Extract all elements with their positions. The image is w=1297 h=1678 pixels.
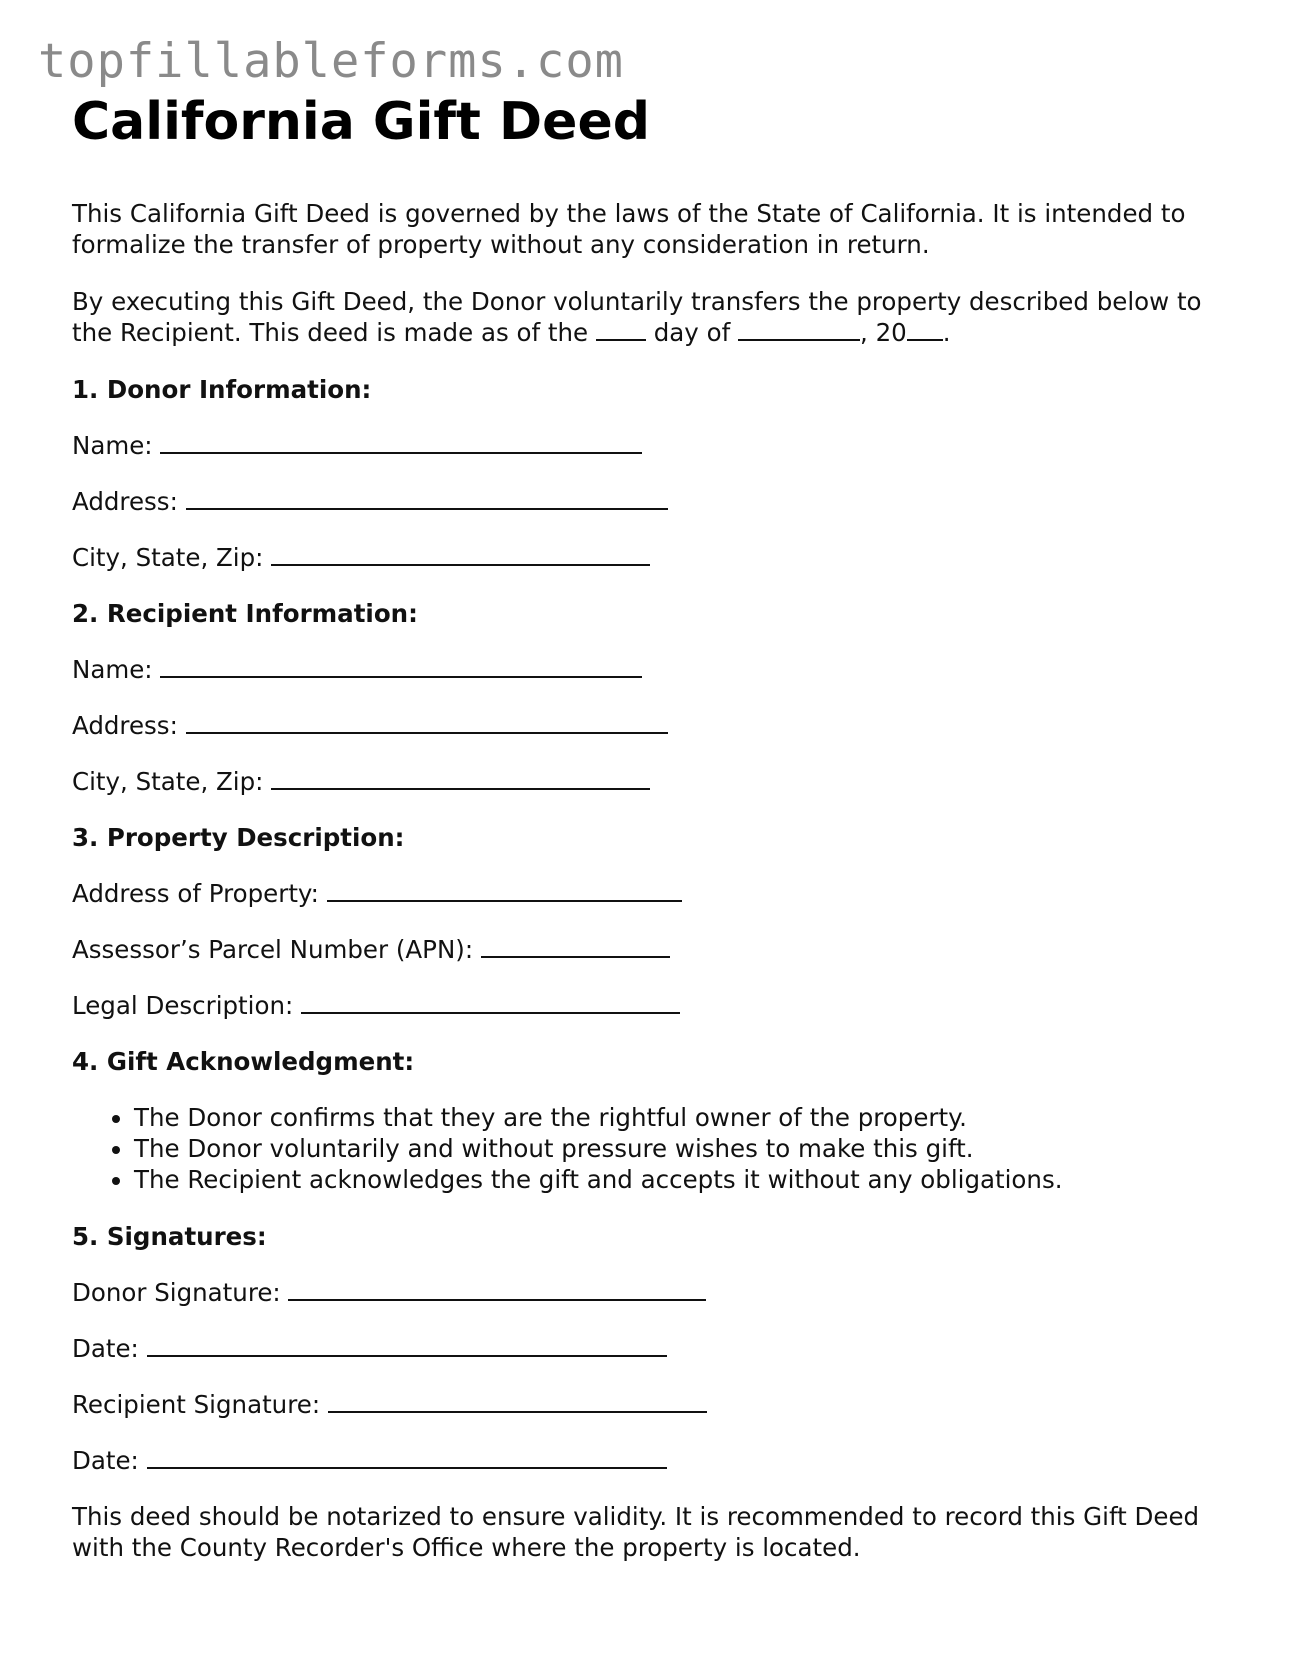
donor-signature-row	[72, 1277, 1232, 1308]
recipient-city-field[interactable]	[271, 766, 650, 790]
property-address-row	[72, 878, 1232, 909]
donor-section-heading: 1. Donor Information:	[72, 375, 372, 404]
donor-name-label: Name:	[72, 431, 153, 460]
donor-date-row	[72, 1333, 1232, 1364]
recipient-address-row	[72, 710, 1232, 741]
property-legal-label: Legal Description:	[72, 991, 294, 1020]
property-apn-field[interactable]	[481, 934, 670, 958]
donor-date-field[interactable]	[147, 1333, 667, 1357]
execution-day-of: day of	[653, 318, 731, 347]
recipient-name-row	[72, 654, 1232, 685]
property-legal-row	[72, 990, 1232, 1021]
document-title: California Gift Deed	[72, 92, 650, 152]
recipient-city-row	[72, 766, 1232, 797]
recipient-signature-row	[72, 1389, 1232, 1420]
recipient-name-label: Name:	[72, 655, 153, 684]
property-apn-label: Assessor’s Parcel Number (APN):	[72, 935, 474, 964]
recipient-date-field[interactable]	[147, 1445, 667, 1469]
closing-paragraph: This deed should be notarized to ensure validity. It is recommended to record this Gift Deed with the County Recorder's Office where the property is located.	[72, 1502, 1200, 1562]
donor-address-field[interactable]	[186, 486, 668, 510]
recipient-section-heading: 2. Recipient Information:	[72, 599, 418, 628]
execution-end: .	[942, 318, 951, 347]
recipient-date-label: Date:	[72, 1446, 139, 1475]
donor-signature-field[interactable]	[288, 1277, 706, 1301]
watermark: topfillableforms.com	[38, 34, 624, 89]
list-item: • The Donor confirms that they are the rightful owner of the property.	[134, 1102, 1232, 1133]
recipient-date-row	[72, 1445, 1232, 1476]
donor-city-field[interactable]	[271, 542, 650, 566]
acknowledgment-section-heading: 4. Gift Acknowledgment:	[72, 1047, 415, 1076]
day-field[interactable]	[596, 317, 646, 341]
donor-name-row	[72, 430, 1232, 461]
recipient-address-field[interactable]	[186, 710, 668, 734]
month-field[interactable]	[738, 317, 860, 341]
donor-signature-label: Donor Signature:	[72, 1278, 281, 1307]
property-address-label: Address of Property:	[72, 879, 319, 908]
recipient-signature-field[interactable]	[328, 1389, 707, 1413]
gift-deed-document	[72, 92, 1232, 1589]
recipient-name-field[interactable]	[160, 654, 642, 678]
donor-name-field[interactable]	[160, 430, 642, 454]
property-address-field[interactable]	[327, 878, 682, 902]
donor-date-label: Date:	[72, 1334, 139, 1363]
recipient-signature-label: Recipient Signature:	[72, 1390, 321, 1419]
property-legal-field[interactable]	[301, 990, 680, 1014]
execution-paragraph	[72, 286, 1232, 348]
acknowledgment-list	[72, 1102, 1232, 1195]
donor-city-label: City, State, Zip:	[72, 543, 264, 572]
list-item: • The Recipient acknowledges the gift and accepts it without any obligations.	[134, 1164, 1232, 1195]
execution-year-prefix: , 20	[860, 318, 907, 347]
donor-address-label: Address:	[72, 487, 178, 516]
execution-text: By executing this Gift Deed, the Donor voluntarily transfers the property described below to the Recipient. This deed is made as of the	[72, 287, 1202, 347]
property-section-heading: 3. Property Description:	[72, 823, 405, 852]
property-apn-row	[72, 934, 1232, 965]
donor-address-row	[72, 486, 1232, 517]
list-item: • The Donor voluntarily and without pressure wishes to make this gift.	[134, 1133, 1232, 1164]
signatures-section-heading: 5. Signatures:	[72, 1222, 267, 1251]
recipient-address-label: Address:	[72, 711, 178, 740]
intro-paragraph: This California Gift Deed is governed by the laws of the State of California. It is intended to formalize the transfer of property without any consideration in return.	[72, 199, 1186, 259]
year-field[interactable]	[907, 317, 943, 341]
recipient-city-label: City, State, Zip:	[72, 767, 264, 796]
donor-city-row	[72, 542, 1232, 573]
